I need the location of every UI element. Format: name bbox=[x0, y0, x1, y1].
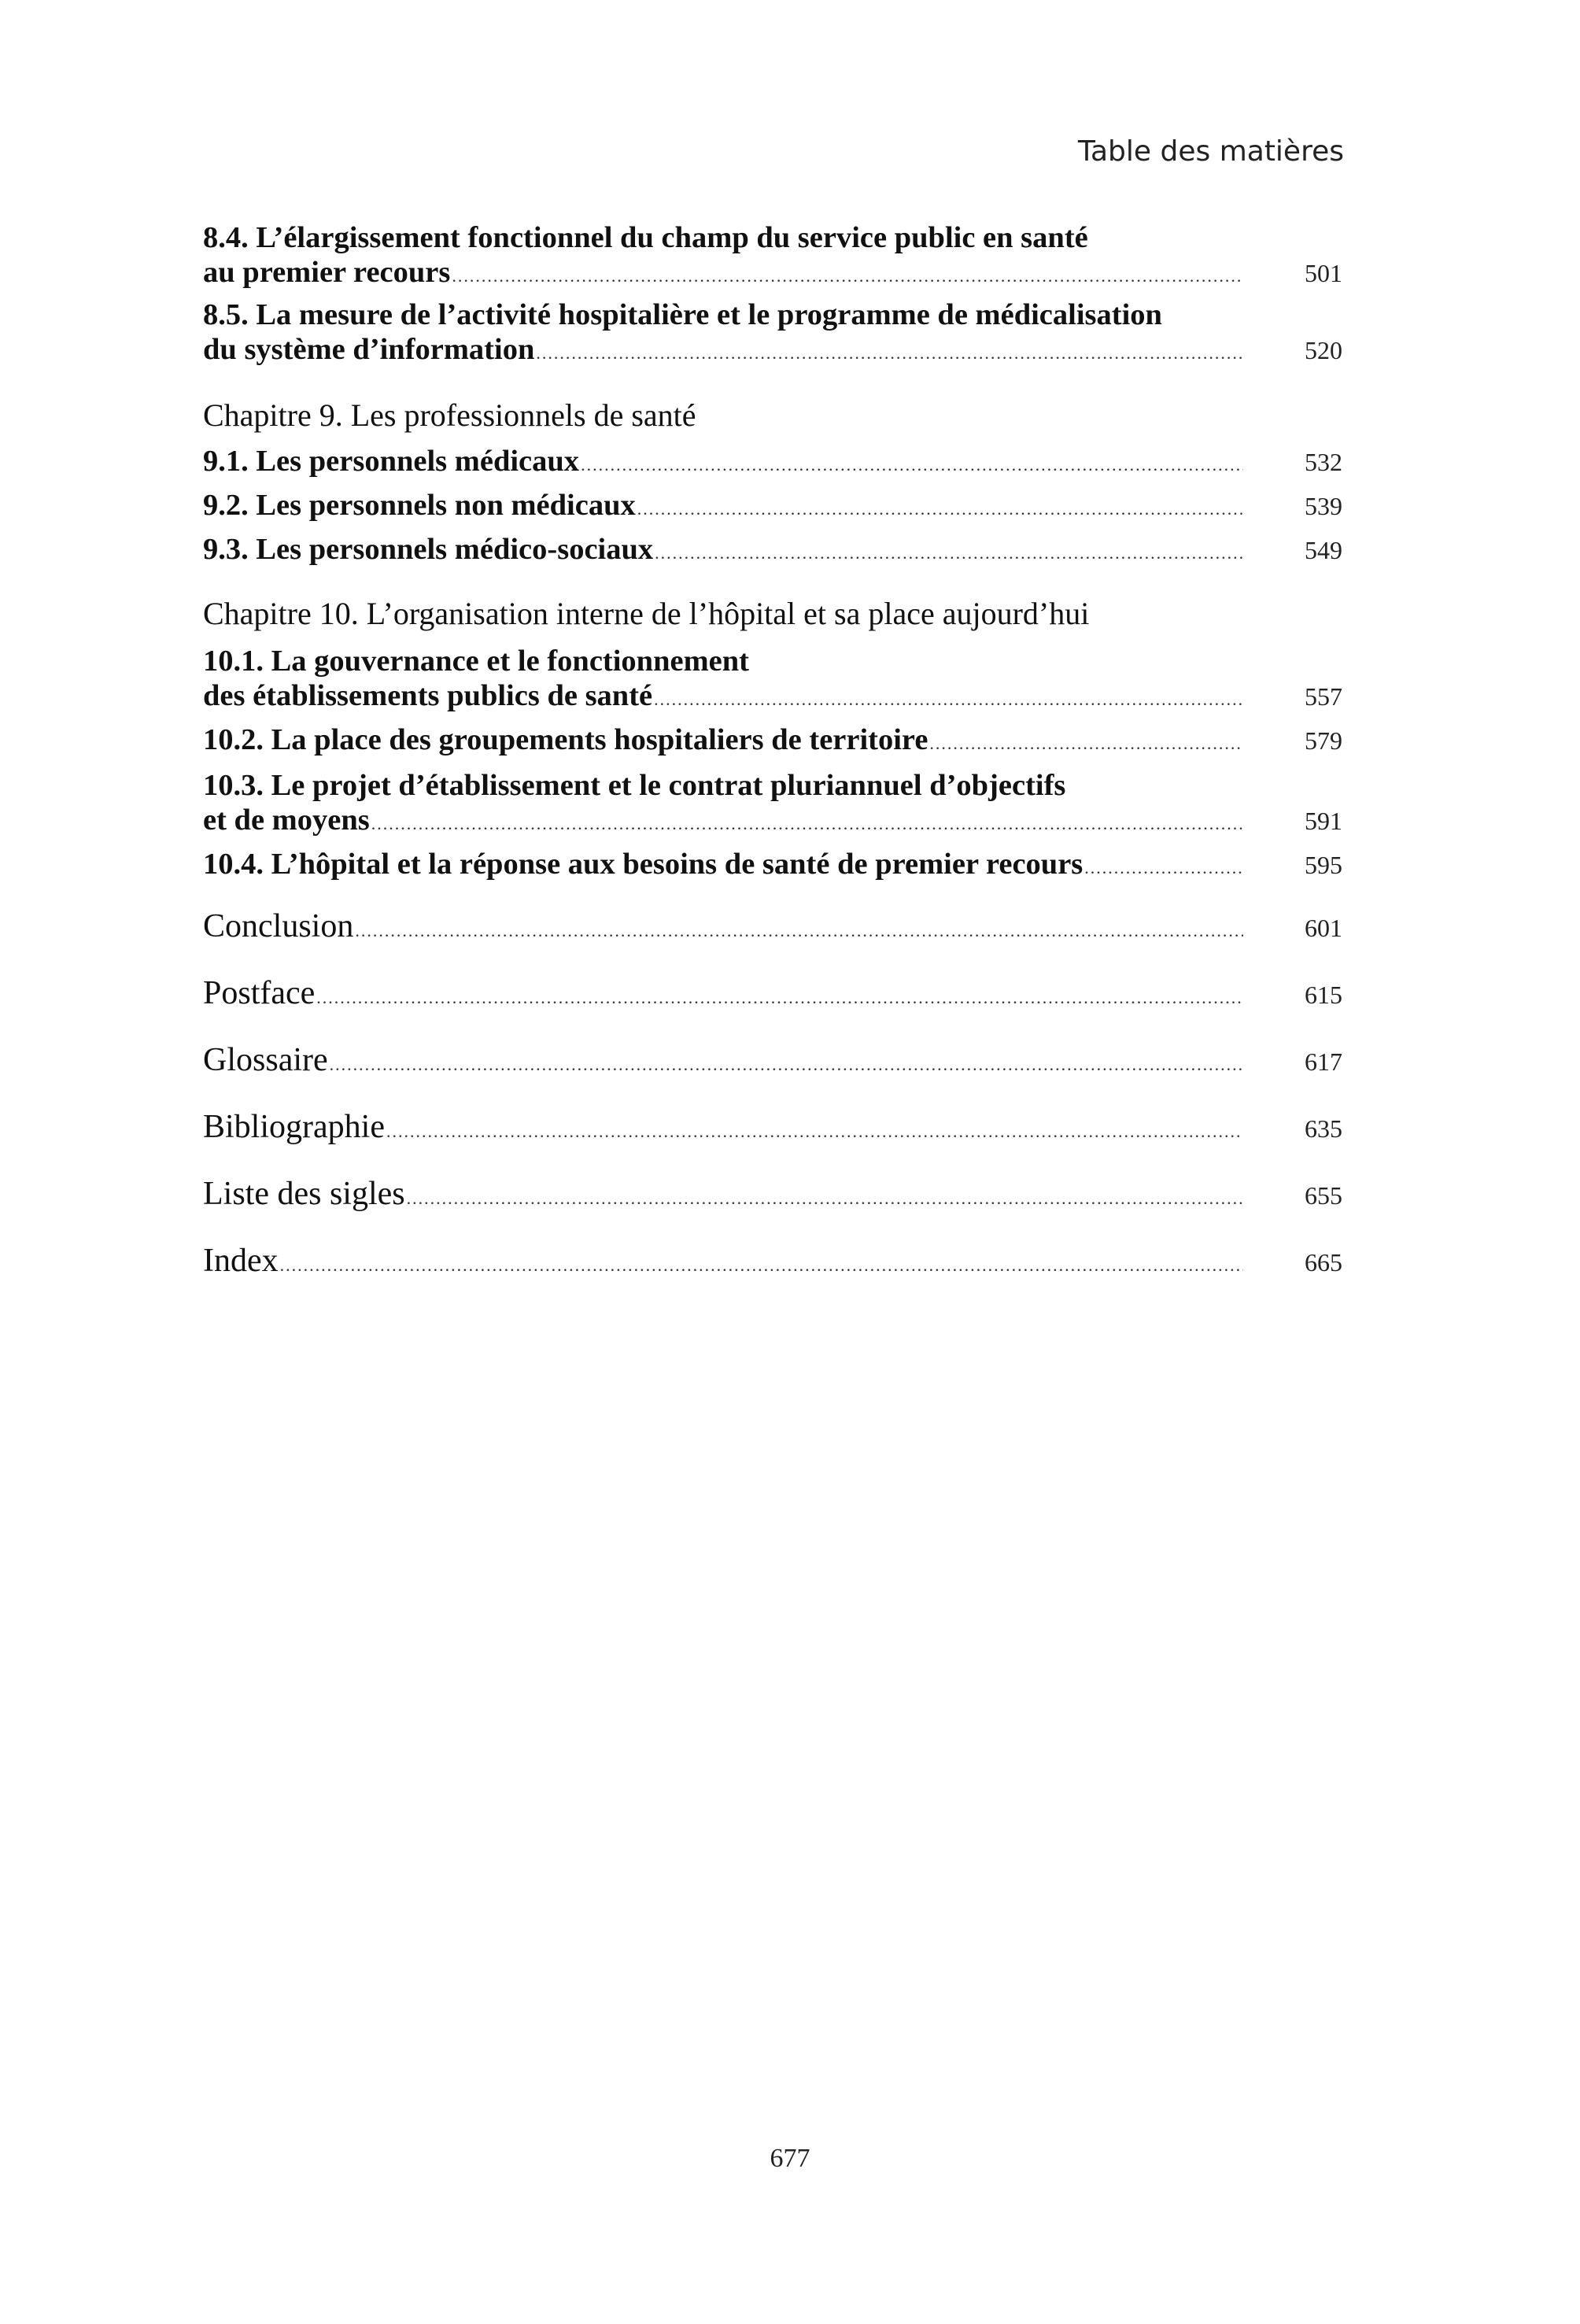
dot-leader bbox=[452, 259, 1243, 294]
toc-page-number: 617 bbox=[1305, 1047, 1342, 1076]
toc-entry-title: 10.1. La gouvernance et le fonctionnement bbox=[203, 645, 749, 678]
page-number: 677 bbox=[770, 2144, 810, 2173]
toc-entry-conclusion[interactable] bbox=[203, 907, 1342, 951]
chapter-title: Chapitre 9. Les professionnels de santé bbox=[203, 397, 696, 433]
toc-entry-title: Liste des sigles bbox=[203, 1176, 405, 1212]
toc-entry-title: Conclusion bbox=[203, 908, 354, 944]
toc-page-number: 549 bbox=[1305, 536, 1342, 564]
toc-page-number: 591 bbox=[1305, 807, 1342, 835]
dot-leader bbox=[655, 536, 1243, 571]
running-header: Table des matières bbox=[1077, 135, 1344, 168]
toc-entry-title: Index bbox=[203, 1243, 279, 1279]
toc-entry-10-4[interactable] bbox=[203, 847, 1342, 885]
dot-leader bbox=[654, 682, 1243, 717]
toc-entry-8-5[interactable] bbox=[203, 297, 1342, 371]
toc-entry-title: 8.5. La mesure de l’activité hospitalière et le programme de médicalisation bbox=[203, 298, 1162, 331]
dot-leader bbox=[371, 807, 1243, 841]
toc-entry-sigles[interactable] bbox=[203, 1174, 1342, 1218]
toc-entry-title-cont: et de moyens bbox=[203, 804, 370, 837]
dot-leader bbox=[386, 1112, 1243, 1151]
toc-page-number: 579 bbox=[1305, 726, 1342, 755]
toc-page-number: 655 bbox=[1305, 1181, 1342, 1210]
toc-entry-title: Glossaire bbox=[203, 1042, 328, 1078]
toc-page-number: 501 bbox=[1305, 259, 1342, 287]
dot-leader bbox=[536, 336, 1243, 371]
dot-leader bbox=[280, 1246, 1243, 1285]
dot-leader bbox=[407, 1179, 1243, 1218]
toc-page-number: 615 bbox=[1305, 981, 1342, 1009]
toc-entry-title-cont: du système d’information bbox=[203, 333, 535, 366]
toc-chapter-10[interactable] bbox=[203, 593, 1342, 634]
toc-entry-title: 8.4. L’élargissement fonctionnel du champ du service public en santé bbox=[203, 221, 1088, 254]
toc-page-number: 539 bbox=[1305, 492, 1342, 520]
dot-leader bbox=[637, 492, 1243, 527]
toc-entry-title-cont: au premier recours bbox=[203, 256, 451, 289]
dot-leader bbox=[929, 726, 1243, 761]
toc-entry-10-1[interactable] bbox=[203, 644, 1342, 717]
toc-entry-10-2[interactable] bbox=[203, 722, 1342, 761]
dot-leader bbox=[330, 1045, 1243, 1084]
toc-entry-9-2[interactable] bbox=[203, 488, 1342, 527]
toc-entry-title: Postface bbox=[203, 975, 316, 1011]
toc-entry-title: 9.2. Les personnels non médicaux bbox=[203, 489, 636, 522]
toc-entry-9-3[interactable] bbox=[203, 532, 1342, 571]
toc-entry-title: 9.3. Les personnels médico-sociaux bbox=[203, 533, 654, 566]
toc-entry-8-4[interactable] bbox=[203, 220, 1342, 294]
dot-leader bbox=[1084, 851, 1243, 885]
toc-page-number: 635 bbox=[1305, 1114, 1342, 1143]
toc-page-number: 532 bbox=[1305, 448, 1342, 476]
toc-page-number: 665 bbox=[1305, 1248, 1342, 1277]
dot-leader bbox=[316, 978, 1243, 1018]
toc-entry-title: 9.1. Les personnels médicaux bbox=[203, 445, 580, 478]
toc-page-number: 595 bbox=[1305, 851, 1342, 879]
toc-entry-title: 10.2. La place des groupements hospitaliers de territoire bbox=[203, 723, 928, 756]
toc-entry-glossaire[interactable] bbox=[203, 1040, 1342, 1084]
dot-leader bbox=[581, 448, 1243, 482]
toc-chapter-9[interactable] bbox=[203, 395, 1342, 436]
toc-entry-10-3[interactable] bbox=[203, 768, 1342, 841]
toc-page-number: 557 bbox=[1305, 682, 1342, 711]
toc-entry-title: 10.4. L’hôpital et la réponse aux besoins de santé de premier recours bbox=[203, 848, 1083, 881]
chapter-title: Chapitre 10. L’organisation interne de l’hôpital et sa place aujourd’hui bbox=[203, 596, 1090, 631]
toc-entry-9-1[interactable] bbox=[203, 444, 1342, 482]
toc-entry-title-cont: des établissements publics de santé bbox=[203, 679, 653, 712]
toc-entry-bibliographie[interactable] bbox=[203, 1107, 1342, 1151]
toc-entry-postface[interactable] bbox=[203, 974, 1342, 1018]
dot-leader bbox=[355, 911, 1243, 951]
toc-entry-title: Bibliographie bbox=[203, 1109, 385, 1145]
toc-entry-title: 10.3. Le projet d’établissement et le contrat pluriannuel d’objectifs bbox=[203, 769, 1066, 802]
toc-entry-index[interactable] bbox=[203, 1241, 1342, 1285]
toc-page-number: 601 bbox=[1305, 914, 1342, 942]
toc-page-number: 520 bbox=[1305, 336, 1342, 364]
